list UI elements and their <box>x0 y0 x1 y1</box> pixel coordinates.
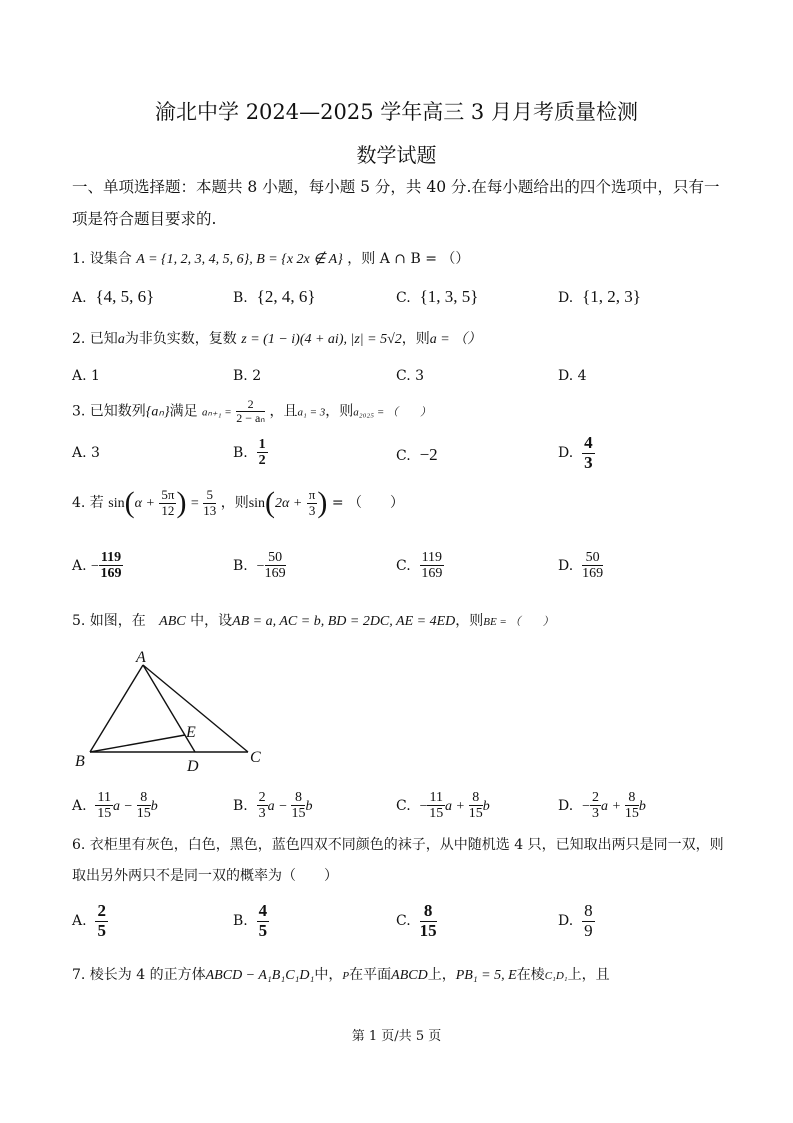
q3-option-d: D. $\frac{4}{3}$ <box>558 433 593 472</box>
q2-option-c: C. 3 <box>396 368 425 384</box>
section-instructions-line2: 项是符合题目要求的. <box>72 210 217 228</box>
q2-option-d: D. 4 <box>558 368 587 384</box>
q1-set-a: A = {1, 2, 3, 4, 5, 6} <box>136 252 250 267</box>
q4-option-b: B. − $\frac{50}{169}$ <box>233 550 286 582</box>
label-d: D <box>187 758 199 775</box>
exam-subtitle: 数学试题 <box>356 143 437 167</box>
question-5: 5. 如图，在 ABC 中，设AB = a, AC = b, BD = 2DC, AE = 4ED，则BE = （ ） <box>72 613 554 629</box>
q1-suffix: ，则 A ∩ B = （） <box>347 251 470 267</box>
page-number: 第 1 页/共 5 页 <box>351 1029 442 1044</box>
question-6-line2: 取出另外两只不是同一双的概率为（ ） <box>72 868 338 884</box>
q6-option-a: A. $\frac{2}{5}$ <box>72 901 106 940</box>
question-1 <box>72 248 469 268</box>
q1-prefix: 1. 设集合 <box>72 251 132 267</box>
q5-vector-expression: AB = a, AC = b, BD = 2DC, AE = 4ED <box>232 614 456 629</box>
q2-expression: z = (1 − i)(4 + ai), |z| = 5√2 <box>241 332 402 347</box>
q6-option-b: B. $\frac{4}{5}$ <box>233 901 268 940</box>
q1-option-a: A. {4, 5, 6} <box>72 287 155 306</box>
label-b: B <box>75 753 85 770</box>
q1-option-d: D. {1, 2, 3} <box>558 287 641 306</box>
segment-be <box>90 735 185 752</box>
question-6-line1: 6. 衣柜里有灰色，白色，黑色，蓝色四双不同颜色的袜子，从中随机选 4 只，已知取出两只是同一双，则 <box>72 837 724 853</box>
q5-option-a: A. $\frac{11}{15}$ a − $\frac{8}{15}$ b <box>72 790 158 822</box>
edge-ab <box>90 665 143 752</box>
q4-option-a: A. − $\frac{119}{169}$ <box>72 550 122 582</box>
q1-option-c: C. {1, 3, 5} <box>396 287 479 306</box>
q1-set-b: , B = {x 2x ∉ A} <box>249 252 343 267</box>
q4-option-c: C. $\frac{119}{169}$ <box>396 550 443 582</box>
q4-option-d: D. $\frac{50}{169}$ <box>558 550 604 582</box>
question-4: 4. 若 sin(α + $\frac{5\pi}{12}$ ) = $\frac{5}{13}$ ，则sin(2α + $\frac{\pi}{3}$ ) = （ ） <box>72 486 405 519</box>
q6-option-d: D. $\frac{8}{9}$ <box>558 901 593 940</box>
q2-option-a: A. 1 <box>72 368 100 384</box>
q5-option-c: C. − $\frac{11}{15}$ a + $\frac{8}{15}$ b <box>396 790 490 822</box>
q3-option-b: B. $\frac{1}{2}$ <box>233 437 266 469</box>
question-2: 2. 已知a为非负实数，复数 z = (1 − i)(4 + ai), |z| = 5√2，则a = （） <box>72 331 482 347</box>
label-c: C <box>250 749 261 766</box>
label-a: A <box>136 650 146 666</box>
label-e: E <box>186 724 196 741</box>
q5-option-d: D. − $\frac{2}{3}$ a + $\frac{8}{15}$ b <box>558 790 646 822</box>
section-instructions-line1: 一、单项选择题：本题共 8 小题，每小题 5 分，共 40 分.在每小题给出的四个选项中，只有一 <box>72 178 720 196</box>
exam-title: 渝北中学 2024—2025 学年高三 3 月月考质量检测 <box>155 100 638 124</box>
q2-option-b: B. 2 <box>233 368 262 384</box>
q5-option-b: B. $\frac{2}{3}$ a − $\frac{8}{15}$ b <box>233 790 313 822</box>
question-7: 7. 棱长为 4 的正方体ABCD − A₁B₁C₁D₁中，P在平面ABCD上，PB₁ = 5, E在棱C₁D₁上，且 <box>72 967 610 983</box>
triangle-figure <box>72 650 282 775</box>
q1-option-b: B. {2, 4, 6} <box>233 287 316 306</box>
question-3: 3. 已知数列{aₙ}满足 aₙ₊₁ = $\frac{2}{\text{2 − aₙ}}$ ，且a₁ = 3，则a₂₀₂₅ = （ ） <box>72 397 431 426</box>
q3-option-c: C. −2 <box>396 445 438 464</box>
q6-option-c: C. $\frac{8}{15}$ <box>396 901 437 940</box>
q3-option-a: A. 3 <box>72 445 100 461</box>
